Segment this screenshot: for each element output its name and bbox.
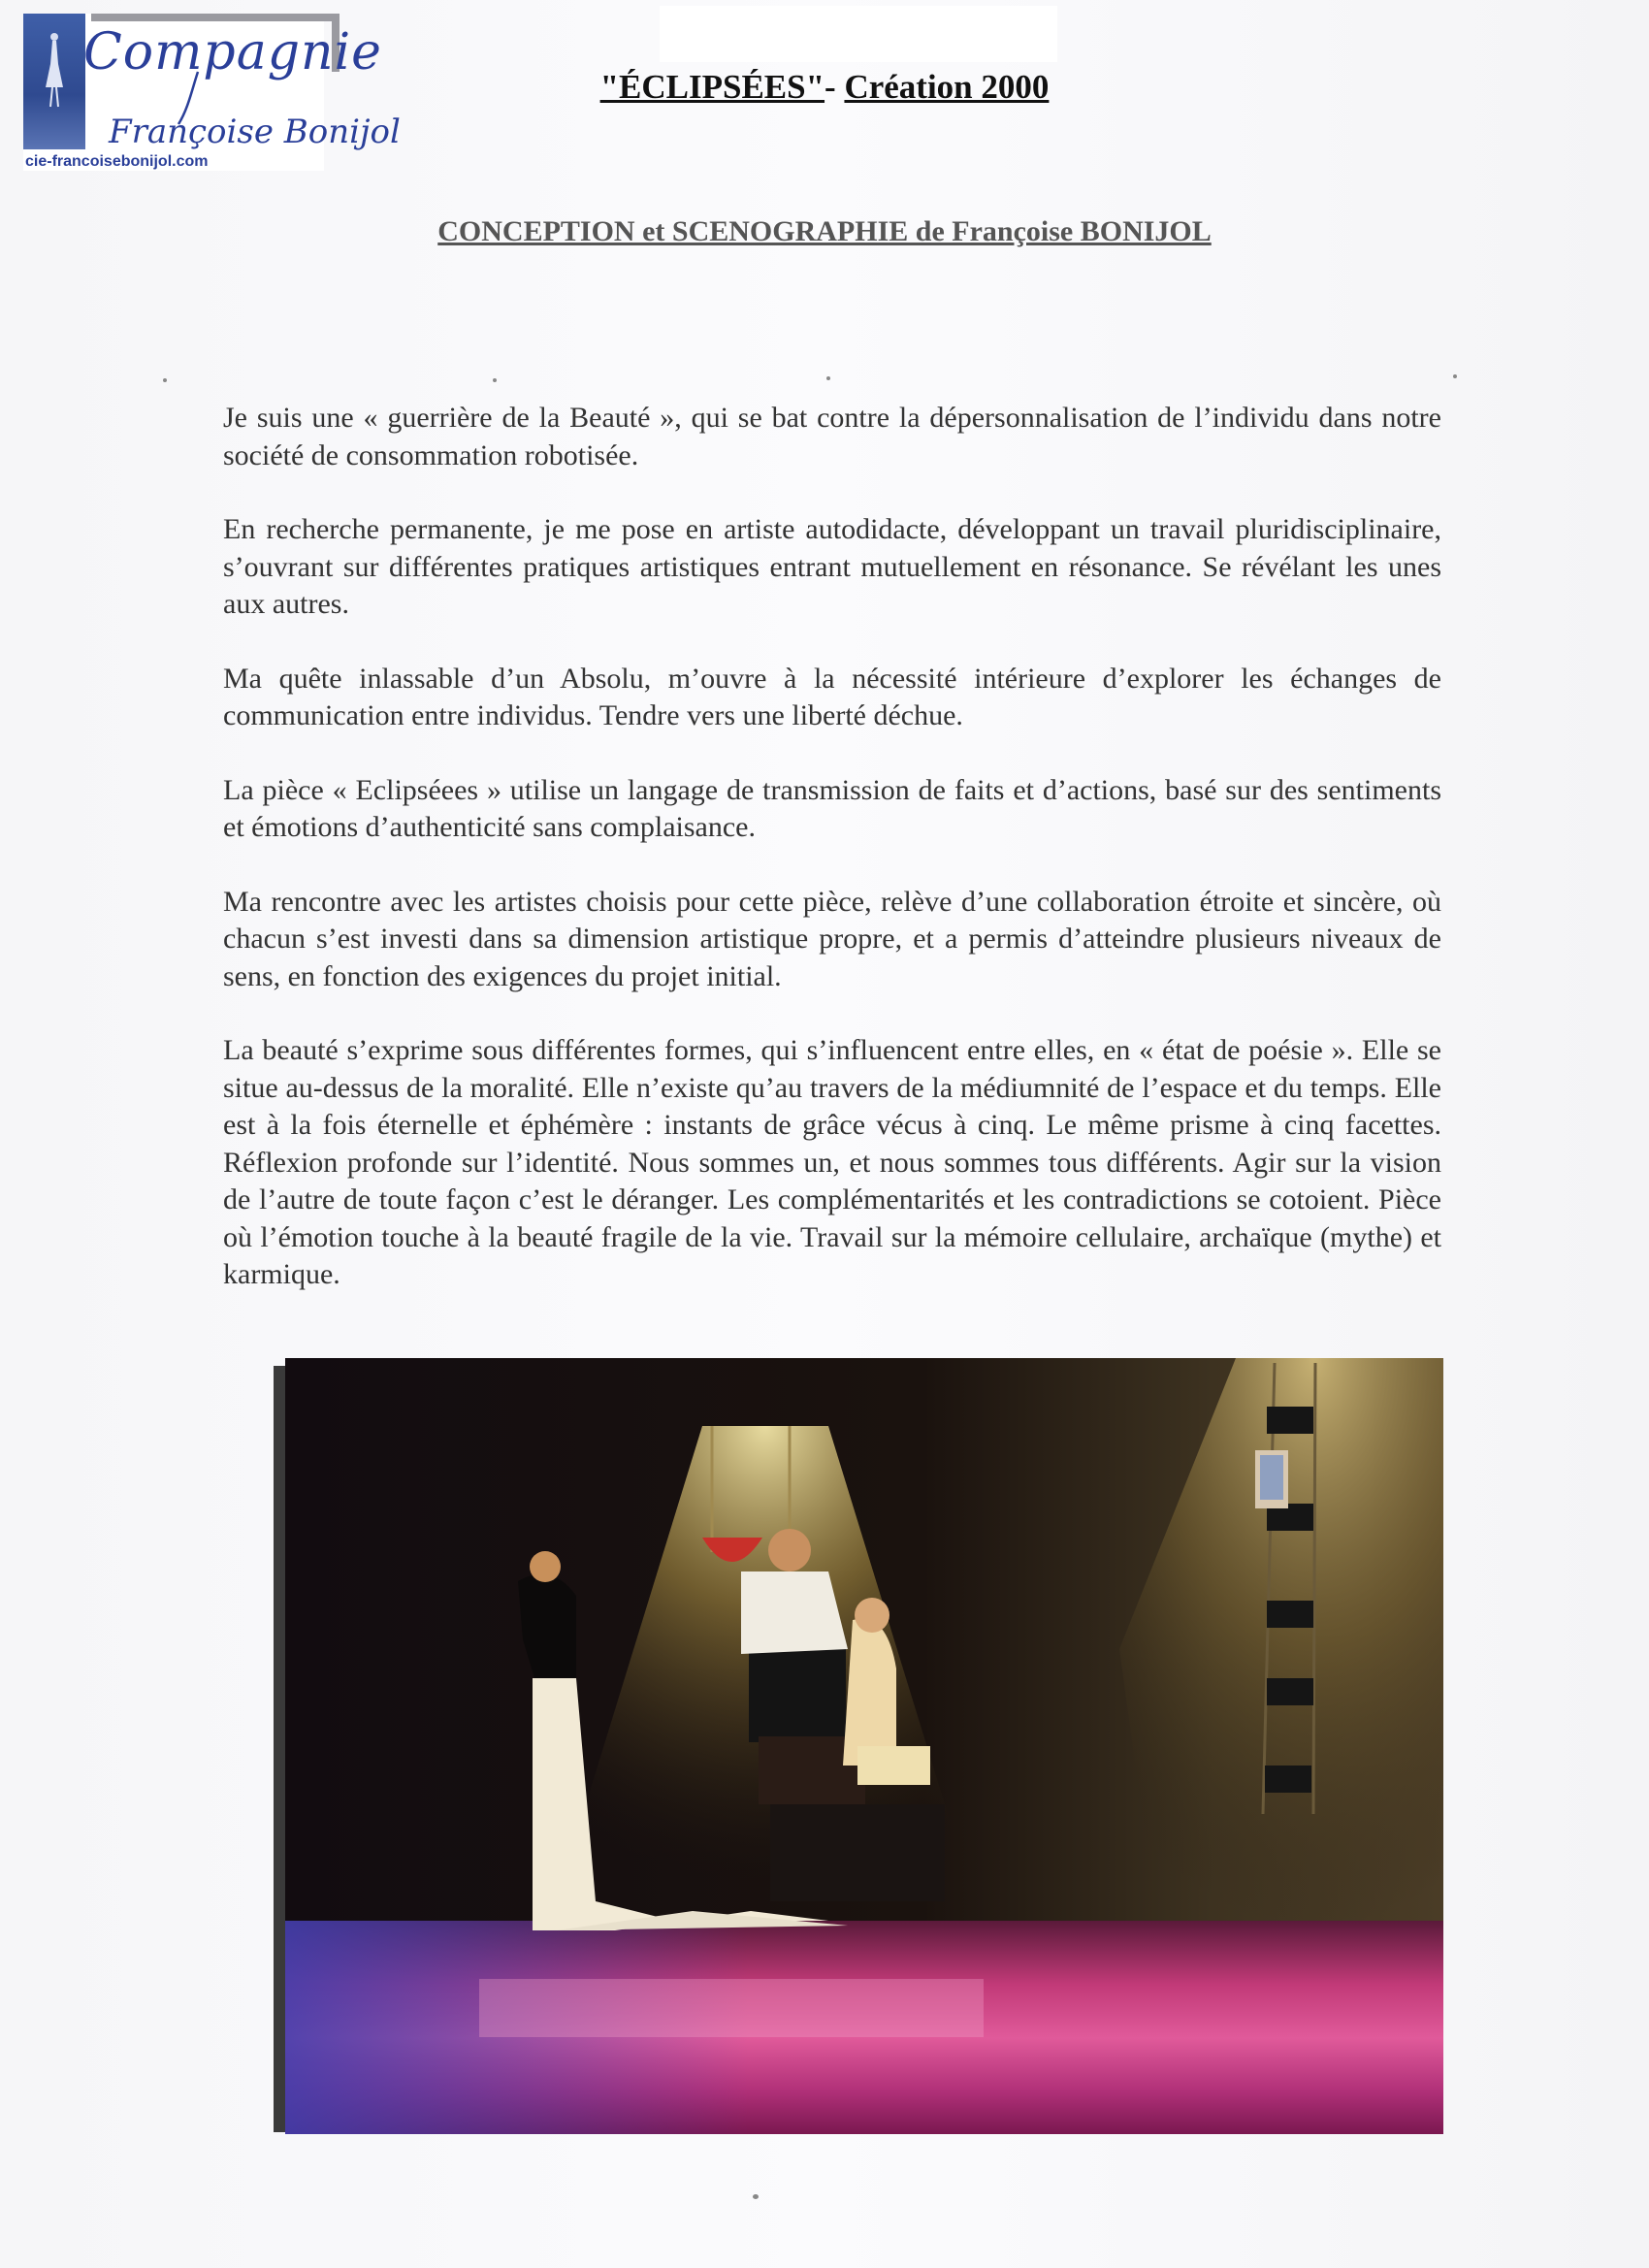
paragraph: Je suis une « guerrière de la Beauté », qui se bat contre la dépersonnalisation de l’individu dans notre société de consommation robotisée.	[223, 402, 1441, 471]
scan-speck	[1453, 374, 1457, 378]
paragraph: La beauté s’exprime sous différentes formes, qui s’influencent entre elles, en « état de poésie ». Elle se situe au-dessus de la moralité. Elle n’existe qu’au travers de la médiumnité de l’espace et du temps. Elle est à la fois éternelle et éphémère : instants de grâce vécus à cinq. Le même prisme à cinq facettes. Réflexion profonde sur l’identité. Nous sommes un, et nous sommes tous différents. Agir sur la vision de l’autre de toute façon c’est le déranger. Les complémentarités et les contradictions se cotoient. Pièce où l’émotion touche à la beauté fragile de la vie. Travail sur la mémoire cellulaire, archaïque (mythe) et karmique.	[223, 1034, 1441, 1290]
paragraph: En recherche permanente, je me pose en artiste autodidacte, développant un travail pluridisciplinaire, s’ouvrant sur différentes pratiques artistiques entrant mutuellement en résonance. Se révélant les unes aux autres.	[223, 513, 1441, 620]
paragraph: La pièce « Eclipséees » utilise un langage de transmission de faits et d’actions, basé sur des sentiments et émotions d’authenticité sans complaisance.	[223, 773, 1441, 843]
body-text	[223, 400, 1441, 1331]
page-subtitle: CONCEPTION et SCENOGRAPHIE de Françoise BONIJOL	[437, 215, 1212, 247]
title-year: Création 2000	[844, 68, 1050, 106]
scan-glare	[660, 6, 1057, 62]
logo-url: cie-francoisebonijol.com	[25, 153, 209, 170]
title-separator: -	[824, 68, 845, 106]
logo-title: Compagnie	[83, 23, 382, 81]
title-main: "ÉCLIPSÉES"	[599, 68, 825, 106]
stage-photo-image	[285, 1358, 1443, 2134]
logo-frame-top	[91, 14, 340, 21]
scan-speck	[753, 2194, 759, 2199]
logo-subtitle: Françoise Bonijol	[109, 113, 401, 151]
stage-photo	[274, 1358, 1443, 2136]
paragraph: Ma quête inlassable d’un Absolu, m’ouvre à la nécessité intérieure d’explorer les échanges de communication entre individus. Tendre vers une liberté déchue.	[223, 662, 1441, 731]
scan-speck	[826, 376, 830, 380]
paragraph: Ma rencontre avec les artistes choisis pour cette pièce, relève d’une collaboration étroite et sincère, où chacun s’est investi dans sa dimension artistique propre, et a permis d’atteindre plusieurs niveaux de sens, en fonction des exigences du projet initial.	[223, 885, 1441, 992]
scan-speck	[163, 378, 167, 382]
scan-speck	[493, 378, 497, 382]
page-title	[0, 68, 1649, 107]
